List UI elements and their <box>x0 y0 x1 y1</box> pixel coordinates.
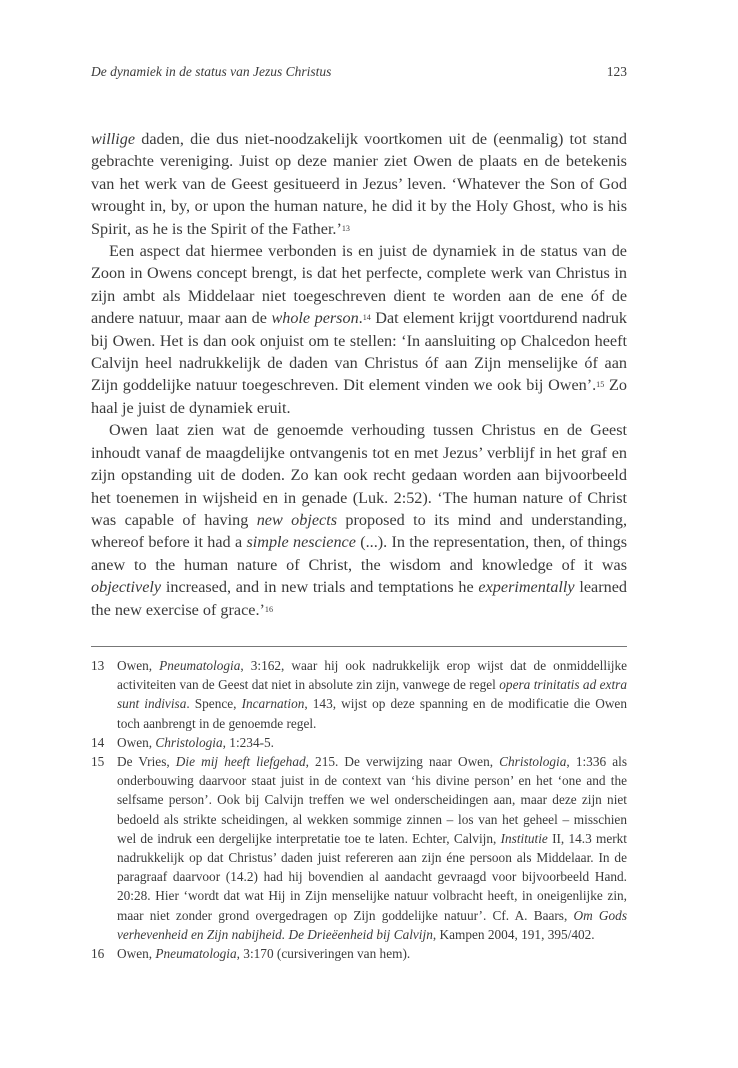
body-paragraph <box>91 128 627 240</box>
text-run: De Vries, <box>117 754 176 770</box>
body-paragraph <box>91 419 627 621</box>
footnote-number: 16 <box>91 946 105 962</box>
italic-text: Die mij heeft liefgehad <box>175 754 306 770</box>
text-run: II, 14.3 merkt nadrukkelijk op dat Christus’ daden juist refereren aan zijn éne persoon als Middelaar. In de paragraaf daarvoor (14.2) had hij bovendien al aandacht gevraagd voor bijvoorbeeld Hand. 20:28. Hier ‘wordt dat wat Hij in Zijn menselijke natuur volbracht heeft, in oneigenlijke zin, maar niet zonder grond overgedragen op Zijn goddelijke natuur’. Cf. A. Baars, <box>117 830 627 923</box>
text-run: learned the new exercise of grace.’ <box>91 578 627 619</box>
text-run: (...). In the representation, then, of things anew to the human nature of Christ, the wisdom and knowledge of it was <box>91 533 628 574</box>
text-run: Owen laat zien wat de genoemde verhouding tussen Christus en de Geest inhoudt vanaf de maagdelijke ontvangenis tot en met Jezus’ verblijf in het graf en zijn opstanding uit de doden. Zo kan ook recht gedaan worden aan bijvoorbeeld het toenemen in wijsheid en in genade (Luk. 2:52). ‘The human nature of Christ was capable of having <box>91 421 627 529</box>
footnote-text <box>117 658 627 731</box>
footnote-text <box>117 946 410 961</box>
footnote-number: 15 <box>91 754 105 770</box>
footnote <box>91 656 627 733</box>
footnote-reference: 14 <box>362 313 371 323</box>
italic-text: objectively <box>91 578 162 597</box>
body-text <box>91 128 627 621</box>
text-run: , 143, wijst op deze spanning en de modificatie die Owen toch aanbrengt in de genoemde regel. <box>117 696 627 731</box>
italic-text: Pneumatologia <box>159 658 241 673</box>
text-run: Een aspect dat hiermee verbonden is en juist de dynamiek in de status van de Zoon in Owens concept brengt, is dat het perfecte, complete werk van Christus in zijn ambt als Middelaar niet toegeschreven dient te worden aan de ene óf de andere natuur, maar aan de <box>91 242 627 328</box>
footnote-number: 13 <box>91 658 105 673</box>
italic-text: opera trinitatis ad extra sunt indivisa <box>117 677 627 712</box>
running-header <box>91 64 627 84</box>
text-run: , 215. De verwijzing naar Owen, <box>305 754 500 770</box>
footnote-text <box>117 754 627 942</box>
text-run: Owen, <box>117 658 160 673</box>
text-run: Zo haal je juist de dynamiek eruit. <box>91 376 628 417</box>
footnote-number: 14 <box>91 734 105 750</box>
italic-text: Christologia <box>499 754 567 770</box>
running-title: De dynamiek in de status van Jezus Christus <box>91 64 332 79</box>
italic-text: Incarnation <box>241 696 305 712</box>
footnote-reference: 15 <box>596 380 605 390</box>
italic-text: simple nescience <box>246 533 356 552</box>
text-run: Owen, <box>117 734 156 750</box>
text-run: Dat element krijgt voortdurend nadruk bij Owen. Het is dan ook onjuist om te stellen: ‘In aansluiting op Chalcedon heeft Calvijn heel nadrukkelijk de daden van Christus óf aan Zijn menselijke óf aan Zijn goddelijke natuur toegeschreven. Dit element vinden we ook bij Owen’. <box>91 309 628 395</box>
text-run: , 3:170 (cursiveringen van hem). <box>236 946 411 962</box>
text-run: increased, and in new trials and temptations he <box>161 578 479 597</box>
italic-text: experimentally <box>478 578 575 597</box>
text-run: , 1:336 als onderbouwing daarvoor staat juist in de context van ‘his divine person’ en het ‘one and the selfsame person’. Ook bij Calvijn treffen we wel onderscheidingen aan, maar deze zijn niet bedoeld als strikte scheidingen, al wekken sommige zinnen – los van het geheel – misschien wel de indruk een dergelijke interpretatie toe te laten. Echter, Calvijn, <box>117 754 627 846</box>
italic-text: willige <box>91 130 136 148</box>
text-run: daden, die dus niet-noodzakelijk voortkomen uit de (eenmalig) tot stand gebrachte vereniging. Juist op deze manier ziet Owen de plaats en de betekenis van het werk van de Geest gesitueerd in Jezus’ leven. ‘Whatever the Son of God wrought in, by, or upon the human nature, he did it by the Holy Ghost, who is his Spirit, as he is the Spirit of the Father.’ <box>91 130 627 238</box>
footnote-separator <box>91 646 627 647</box>
text-run: . <box>358 309 363 328</box>
footnote-reference: 16 <box>264 604 274 614</box>
italic-text: Pneumatologia <box>155 946 237 962</box>
text-run: , Kampen 2004, 191, 395/402. <box>432 926 595 942</box>
footnote-text <box>117 735 274 750</box>
text-run: proposed to its mind and understanding, whereof before it had a <box>91 510 628 552</box>
italic-text: Institutie <box>500 830 548 846</box>
text-run: , 1:234-5. <box>222 734 274 750</box>
footnote <box>91 733 627 752</box>
page-number: 123 <box>606 64 627 79</box>
italic-text: Christologia <box>155 734 223 750</box>
text-run: , 3:162, waar hij ook nadrukkelijk erop wijst dat de onmiddellijke activiteiten van de Geest dat niet in absolute zin zijn, vanwege de regel <box>117 658 628 693</box>
footnotes <box>91 656 627 963</box>
footnote <box>91 944 627 963</box>
text-run: Owen, <box>117 946 156 962</box>
italic-text: Om Gods verhevenheid en Zijn nabijheid. De Drieëenheid bij Calvijn <box>117 907 628 942</box>
text-run: . Spence, <box>186 696 242 712</box>
body-paragraph <box>91 240 627 419</box>
italic-text: new objects <box>256 510 338 529</box>
italic-text: whole person <box>271 309 359 328</box>
footnote <box>91 752 627 944</box>
footnote-reference: 13 <box>341 223 350 233</box>
